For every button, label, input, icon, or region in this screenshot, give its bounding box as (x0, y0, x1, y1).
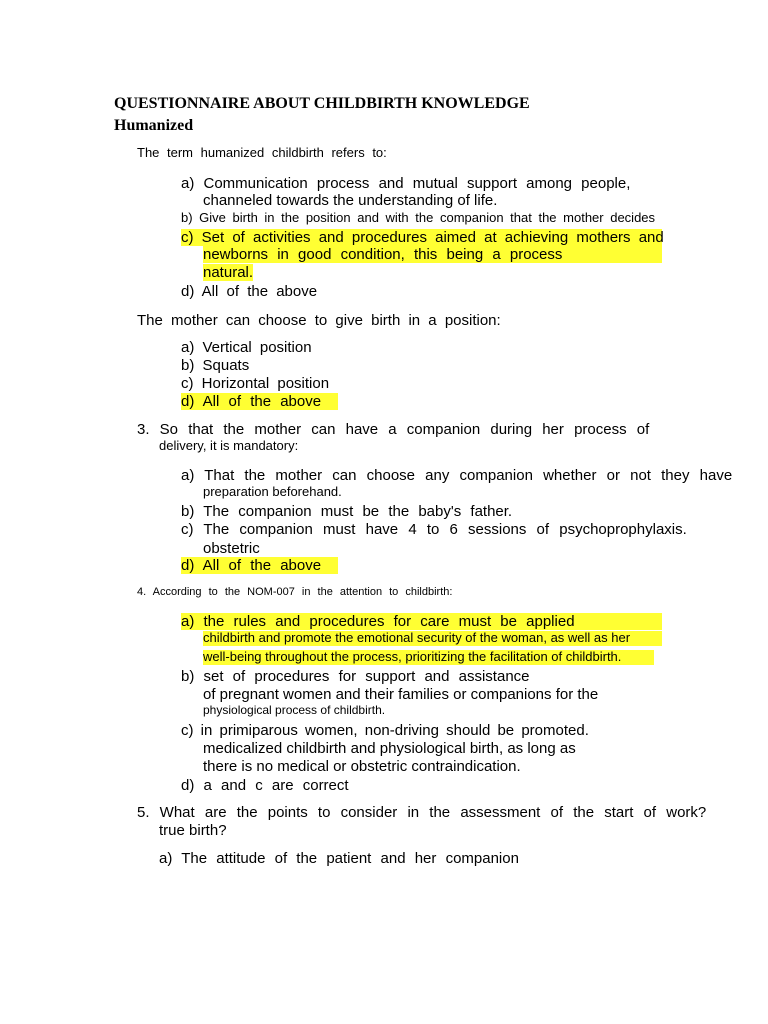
q4-option-c: c) in primiparous women, non-driving should be promoted. (181, 722, 589, 739)
section-heading: Humanized (114, 117, 194, 134)
q4-option-a-cont: childbirth and promote the emotional security of the woman, as well as her (203, 631, 662, 646)
q3-option-c-cont: obstetric (203, 540, 260, 557)
q4-option-b-cont-2: physiological process of childbirth. (203, 703, 386, 717)
q2-option-d: d) All of the above (181, 393, 338, 410)
q1-option-a-cont: channeled towards the understanding of life. (203, 192, 498, 209)
document-title: QUESTIONNAIRE ABOUT CHILDBIRTH KNOWLEDGE (114, 95, 530, 112)
question-4: 4. According to the NOM-007 in the attention to childbirth: (137, 586, 453, 598)
question-5-cont: true birth? (159, 822, 227, 839)
question-3: 3. So that the mother can have a companion during her process of (137, 421, 650, 438)
q4-option-a: a) the rules and procedures for care must be applied (181, 613, 662, 630)
q3-option-d: d) All of the above (181, 557, 338, 574)
question-3-cont: delivery, it is mandatory: (159, 438, 299, 453)
q2-option-b: b) Squats (181, 357, 250, 374)
q3-option-a: a) That the mother can choose any companion whether or not they have (181, 467, 733, 484)
q1-option-c-cont: newborns in good condition, this being a process (203, 246, 662, 263)
highlight: c) Set of activities and procedures aimed at achieving mothers and (181, 229, 664, 246)
question-5: 5. What are the points to consider in the assessment of the start of work? (137, 804, 707, 821)
q1-option-c-cont-2: natural. (203, 264, 254, 281)
q1-option-a: a) Communication process and mutual support among people, (181, 175, 631, 192)
q4-option-c-cont: medicalized childbirth and physiological birth, as long as (203, 740, 576, 757)
question-2: The mother can choose to give birth in a position: (137, 312, 501, 329)
q4-option-d: d) a and c are correct (181, 777, 349, 794)
q1-option-d: d) All of the above (181, 283, 318, 300)
q5-option-a: a) The attitude of the patient and her companion (159, 850, 519, 867)
q3-option-b: b) The companion must be the baby's father. (181, 503, 513, 520)
q2-option-c: c) Horizontal position (181, 375, 330, 392)
q4-option-b-cont: of pregnant women and their families or companions for the (203, 686, 599, 703)
question-1: The term humanized childbirth refers to: (137, 145, 387, 160)
q1-option-c (181, 229, 662, 246)
q3-option-c: c) The companion must have 4 to 6 sessions of psychoprophylaxis. (181, 521, 687, 538)
q2-option-a: a) Vertical position (181, 339, 312, 356)
q1-option-b: b) Give birth in the position and with the companion that the mother decides (181, 210, 656, 225)
q3-option-a-cont: preparation beforehand. (203, 484, 342, 499)
q4-option-b: b) set of procedures for support and assistance (181, 668, 530, 685)
q4-option-c-cont-2: there is no medical or obstetric contraindication. (203, 758, 521, 775)
q4-option-a-cont-2: well-being throughout the process, prioritizing the facilitation of childbirth. (203, 650, 654, 665)
